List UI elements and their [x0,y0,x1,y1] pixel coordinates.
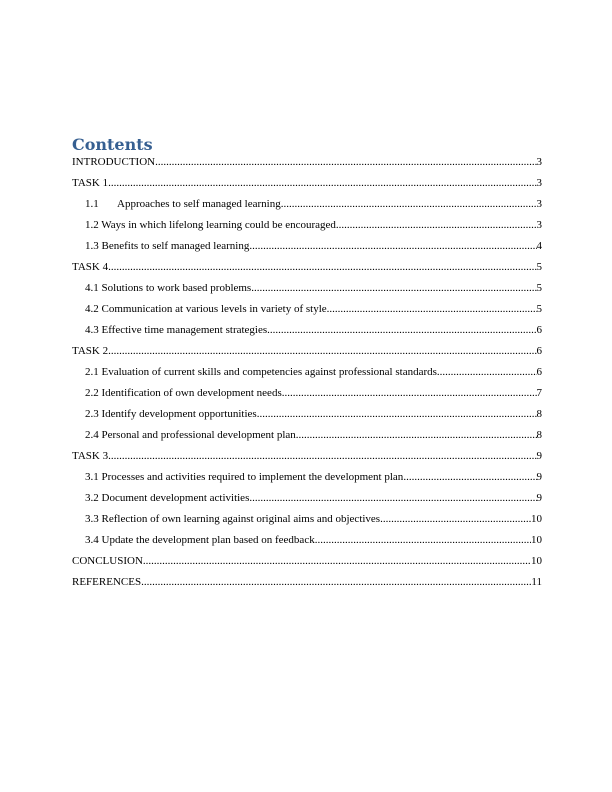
toc-page-number: 5 [536,303,542,315]
toc-entry[interactable] [72,470,542,491]
toc-entry-text: 1.3 Benefits to self managed learning [85,240,250,252]
toc-dot-leader [315,533,531,547]
toc-entry-text: 2.4 Personal and professional development plan [85,429,296,441]
toc-entry[interactable] [72,260,542,281]
toc-entry[interactable] [72,344,542,365]
toc-entry[interactable] [72,407,542,428]
toc-entry-text: INTRODUCTION [72,156,156,168]
toc-page-number: 8 [536,429,542,441]
toc-page-number: 3 [536,156,542,168]
toc-entry-label [72,554,143,568]
toc-entry[interactable] [72,365,542,386]
toc-dot-leader [281,197,537,211]
toc-entry-text: 3.2 Document development activities [85,492,250,504]
toc-entry-text: 4.1 Solutions to work based problems [85,282,252,294]
toc-dot-leader [108,260,536,274]
toc-entry[interactable] [72,386,542,407]
toc-entry-label [72,575,141,589]
toc-page-number: 3 [536,198,542,210]
toc-dot-leader [257,407,537,421]
toc-entry-label [85,197,281,211]
toc-entry[interactable] [72,239,542,260]
toc-dot-leader [267,323,536,337]
toc-entry[interactable] [72,533,542,554]
toc-entry[interactable] [72,491,542,512]
toc-entry[interactable] [72,176,542,197]
toc-entry[interactable] [72,197,542,218]
page-title: Contents [72,135,153,154]
toc-page-number: 7 [536,387,542,399]
toc-entry-label [72,176,108,190]
toc-entry-label [85,365,437,379]
toc-entry[interactable] [72,281,542,302]
toc-entry[interactable] [72,155,542,176]
toc-entry-label [85,386,282,400]
toc-page-number: 9 [536,492,542,504]
toc-entry-label [85,407,257,421]
toc-entry-label [85,428,296,442]
toc-dot-leader [251,281,536,295]
toc-page-number: 3 [536,219,542,231]
toc-page-number: 6 [536,324,542,336]
toc-entry-label [85,491,249,505]
toc-entry-label [85,302,327,316]
toc-entry-number: 1.1 [85,198,99,210]
toc-dot-leader [336,218,537,232]
toc-dot-leader [249,491,536,505]
toc-page-number: 11 [531,576,542,588]
toc-entry-text: CONCLUSION [72,555,143,567]
toc-entry-label [72,449,108,463]
toc-entry-text: Approaches to self managed learning [117,198,281,210]
toc-page-number: 9 [536,471,542,483]
toc-entry-text: 2.1 Evaluation of current skills and competencies against professional standards [85,366,437,378]
toc-entry-text: 3.4 Update the development plan based on feedback [85,534,315,546]
toc-entry[interactable] [72,218,542,239]
toc-entry-label [85,512,380,526]
toc-page-number: 10 [531,513,542,525]
toc-page-number: 8 [536,408,542,420]
toc-dot-leader [108,176,536,190]
toc-entry-text: TASK 2 [72,345,109,357]
toc-entry-label [85,470,403,484]
toc-entry-text: 1.2 Ways in which lifelong learning could be encouraged [85,219,336,231]
toc-entry-text: 2.2 Identification of own development needs [85,387,282,399]
table-of-contents [72,155,542,596]
toc-entry[interactable] [72,323,542,344]
toc-page-number: 5 [536,261,542,273]
toc-entry-text: TASK 4 [72,261,109,273]
toc-entry[interactable] [72,302,542,323]
toc-entry-text: 2.3 Identify development opportunities [85,408,257,420]
toc-entry-label [85,533,315,547]
toc-page-number: 6 [536,366,542,378]
toc-entry-text: 3.1 Processes and activities required to implement the development plan [85,471,404,483]
toc-entry-label [85,281,251,295]
toc-dot-leader [249,239,536,253]
toc-page-number: 4 [536,240,542,252]
toc-dot-leader [437,365,537,379]
toc-dot-leader [143,554,531,568]
toc-entry-text: 3.3 Reflection of own learning against original aims and objectives [85,513,381,525]
toc-page-number: 3 [536,177,542,189]
toc-entry-text: 4.2 Communication at various levels in variety of style [85,303,327,315]
toc-entry-text: TASK 3 [72,450,109,462]
toc-entry-text: 4.3 Effective time management strategies [85,324,268,336]
toc-entry[interactable] [72,554,542,575]
toc-entry-label [85,218,336,232]
toc-dot-leader [282,386,537,400]
toc-entry[interactable] [72,575,542,596]
toc-entry-label [85,323,267,337]
toc-dot-leader [141,575,531,589]
toc-entry-label [72,155,155,169]
toc-dot-leader [327,302,537,316]
toc-entry[interactable] [72,428,542,449]
toc-entry-label [85,239,249,253]
toc-entry[interactable] [72,449,542,470]
toc-entry-label [72,344,108,358]
toc-dot-leader [155,155,536,169]
toc-dot-leader [403,470,536,484]
toc-page-number: 10 [531,534,542,546]
toc-dot-leader [296,428,537,442]
toc-dot-leader [380,512,531,526]
toc-page-number: 10 [531,555,542,567]
toc-page-number: 6 [536,345,542,357]
toc-entry[interactable] [72,512,542,533]
toc-page-number: 5 [536,282,542,294]
toc-dot-leader [108,344,536,358]
toc-entry-label [72,260,108,274]
toc-entry-text: REFERENCES [72,576,142,588]
toc-dot-leader [108,449,536,463]
toc-entry-text: TASK 1 [72,177,109,189]
toc-page-number: 9 [536,450,542,462]
